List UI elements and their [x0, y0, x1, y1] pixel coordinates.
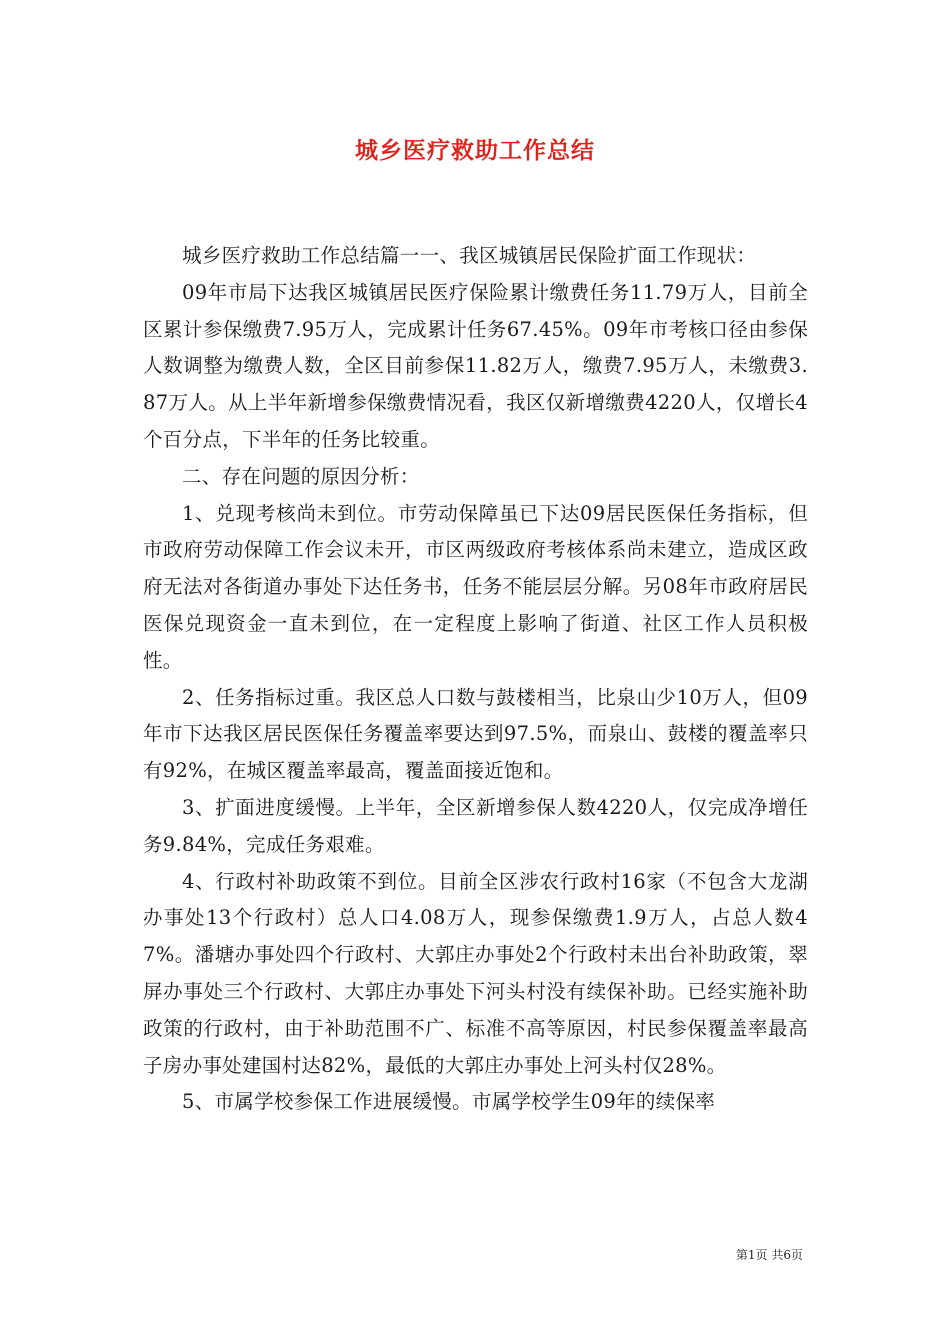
document-title: 城乡医疗救助工作总结	[355, 137, 595, 164]
document-body	[143, 238, 808, 1121]
paragraph-reason-2: 2、任务指标过重。我区总人口数与鼓楼相当，比泉山少10万人，但09年市下达我区居民医保任务覆盖率要达到97.5%，而泉山、鼓楼的覆盖率只有92%，在城区覆盖率最高，覆盖面接近饱和。	[143, 685, 808, 783]
paragraph-heading-analysis: 二、存在问题的原因分析：	[182, 464, 420, 488]
page-number-footer: 第1页 共6页	[735, 1248, 803, 1262]
paragraph-reason-4: 4、行政村补助政策不到位。目前全区涉农行政村16家（不包含大龙湖办事处13个行政村）总人口4.08万人，现参保缴费1.9万人，占总人数47%。潘塘办事处四个行政村、大郭庄办事处2个行政村未出台补助政策，翠屏办事处三个行政村、大郭庄办事处下河头村没有续保补助。已经实施补助政策的行政村，由于补助范围不广、标准不高等原因，村民参保覆盖率最高子房办事处建国村达82%，最低的大郭庄办事处上河头村仅28%。	[143, 869, 808, 1077]
paragraph-reason-1: 1、兑现考核尚未到位。市劳动保障虽已下达09居民医保任务指标，但市政府劳动保障工作会议未开，市区两级政府考核体系尚未建立，造成区政府无法对各街道办事处下达任务书，任务不能层层分解。另08年市政府居民医保兑现资金一直未到位，在一定程度上影响了街道、社区工作人员积极性。	[143, 501, 808, 672]
paragraph-reason-5: 5、市属学校参保工作进展缓慢。市属学校学生09年的续保率	[182, 1090, 716, 1114]
paragraph-intro: 城乡医疗救助工作总结篇一一、我区城镇居民保险扩面工作现状：	[182, 244, 757, 267]
paragraph-reason-3: 3、扩面进度缓慢。上半年，全区新增参保人数4220人，仅完成净增任务9.84%，完成任务艰难。	[143, 795, 808, 856]
paragraph-status: 09年市局下达我区城镇居民医疗保险累计缴费任务11.79万人，目前全区累计参保缴费7.95万人，完成累计任务67.45%。09年市考核口径由参保人数调整为缴费人数，全区目前参保11.82万人，缴费7.95万人，未缴费3.87万人。从上半年新增参保缴费情况看，我区仅新增缴费4220人，仅增长4个百分点，下半年的任务比较重。	[143, 280, 808, 451]
